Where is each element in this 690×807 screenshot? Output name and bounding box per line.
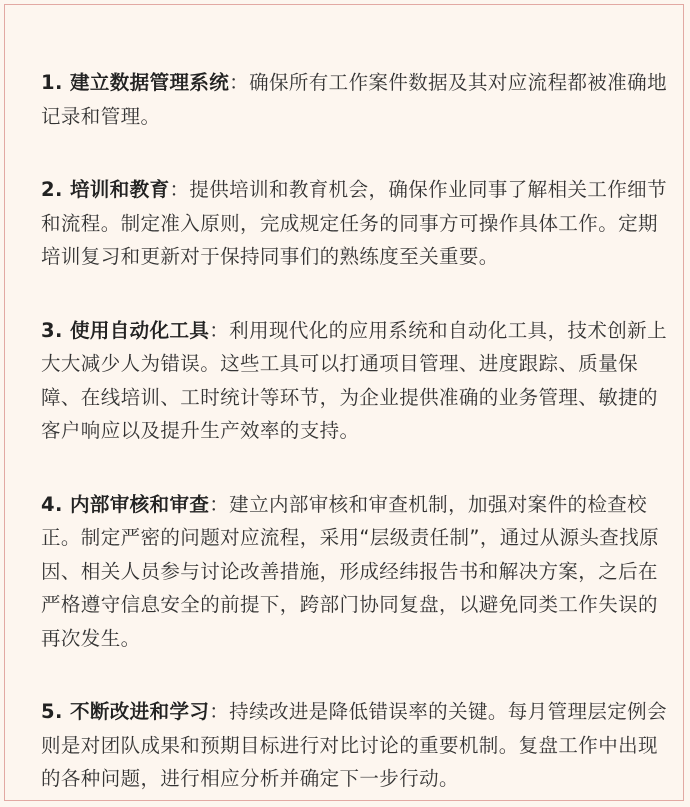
article-body bbox=[41, 66, 667, 796]
item-title: 2. 培训和教育 bbox=[41, 178, 170, 201]
item-colon: ： bbox=[209, 700, 230, 723]
item-colon: ： bbox=[169, 178, 190, 201]
card-frame bbox=[4, 4, 684, 801]
item-text: 利用现代化的应用系统和自动化工具，技术创新上大大减少人为错误。这些工具可以打通项目管理、进度跟踪、质量保障、在线培训、工时统计等环节，为企业提供准确的业务管理、敏捷的客户响应以及提升生产效率的支持。 bbox=[41, 318, 667, 442]
item-title: 3. 使用自动化工具 bbox=[41, 318, 210, 342]
item-colon: ： bbox=[209, 318, 230, 342]
item-text: 确保所有工作案件数据及其对应流程都被准确地记录和管理。 bbox=[41, 71, 667, 128]
item-colon: ： bbox=[229, 71, 250, 94]
list-item bbox=[41, 488, 667, 656]
item-text: 建立内部审核和审查机制，加强对案件的检查校正。制定严密的问题对应流程，采用“层级责任制”，通过从源头查找原因、相关人员参与讨论改善措施，形成经纬报告书和解决方案，之后在严格遵守信息安全的前提下，跨部门协同复盘，以避免同类工作失误的再次发生。 bbox=[41, 492, 660, 650]
list-item bbox=[41, 314, 667, 448]
item-title: 1. 建立数据管理系统 bbox=[41, 71, 230, 94]
item-text: 持续改进是降低错误率的关键。每月管理层定例会则是对团队成果和预期目标进行对比讨论的重要机制。复盘工作中出现的各种问题，进行相应分析并确定下一步行动。 bbox=[41, 700, 667, 790]
item-colon: ： bbox=[209, 492, 230, 516]
list-item bbox=[41, 695, 667, 796]
item-title: 4. 内部审核和审查 bbox=[41, 492, 210, 516]
list-item bbox=[41, 173, 667, 274]
list-item bbox=[41, 66, 667, 133]
item-title: 5. 不断改进和学习 bbox=[41, 700, 210, 723]
item-text: 提供培训和教育机会，确保作业同事了解相关工作细节和流程。制定准入原则，完成规定任务的同事方可操作具体工作。定期培训复习和更新对于保持同事们的熟练度至关重要。 bbox=[41, 178, 667, 268]
